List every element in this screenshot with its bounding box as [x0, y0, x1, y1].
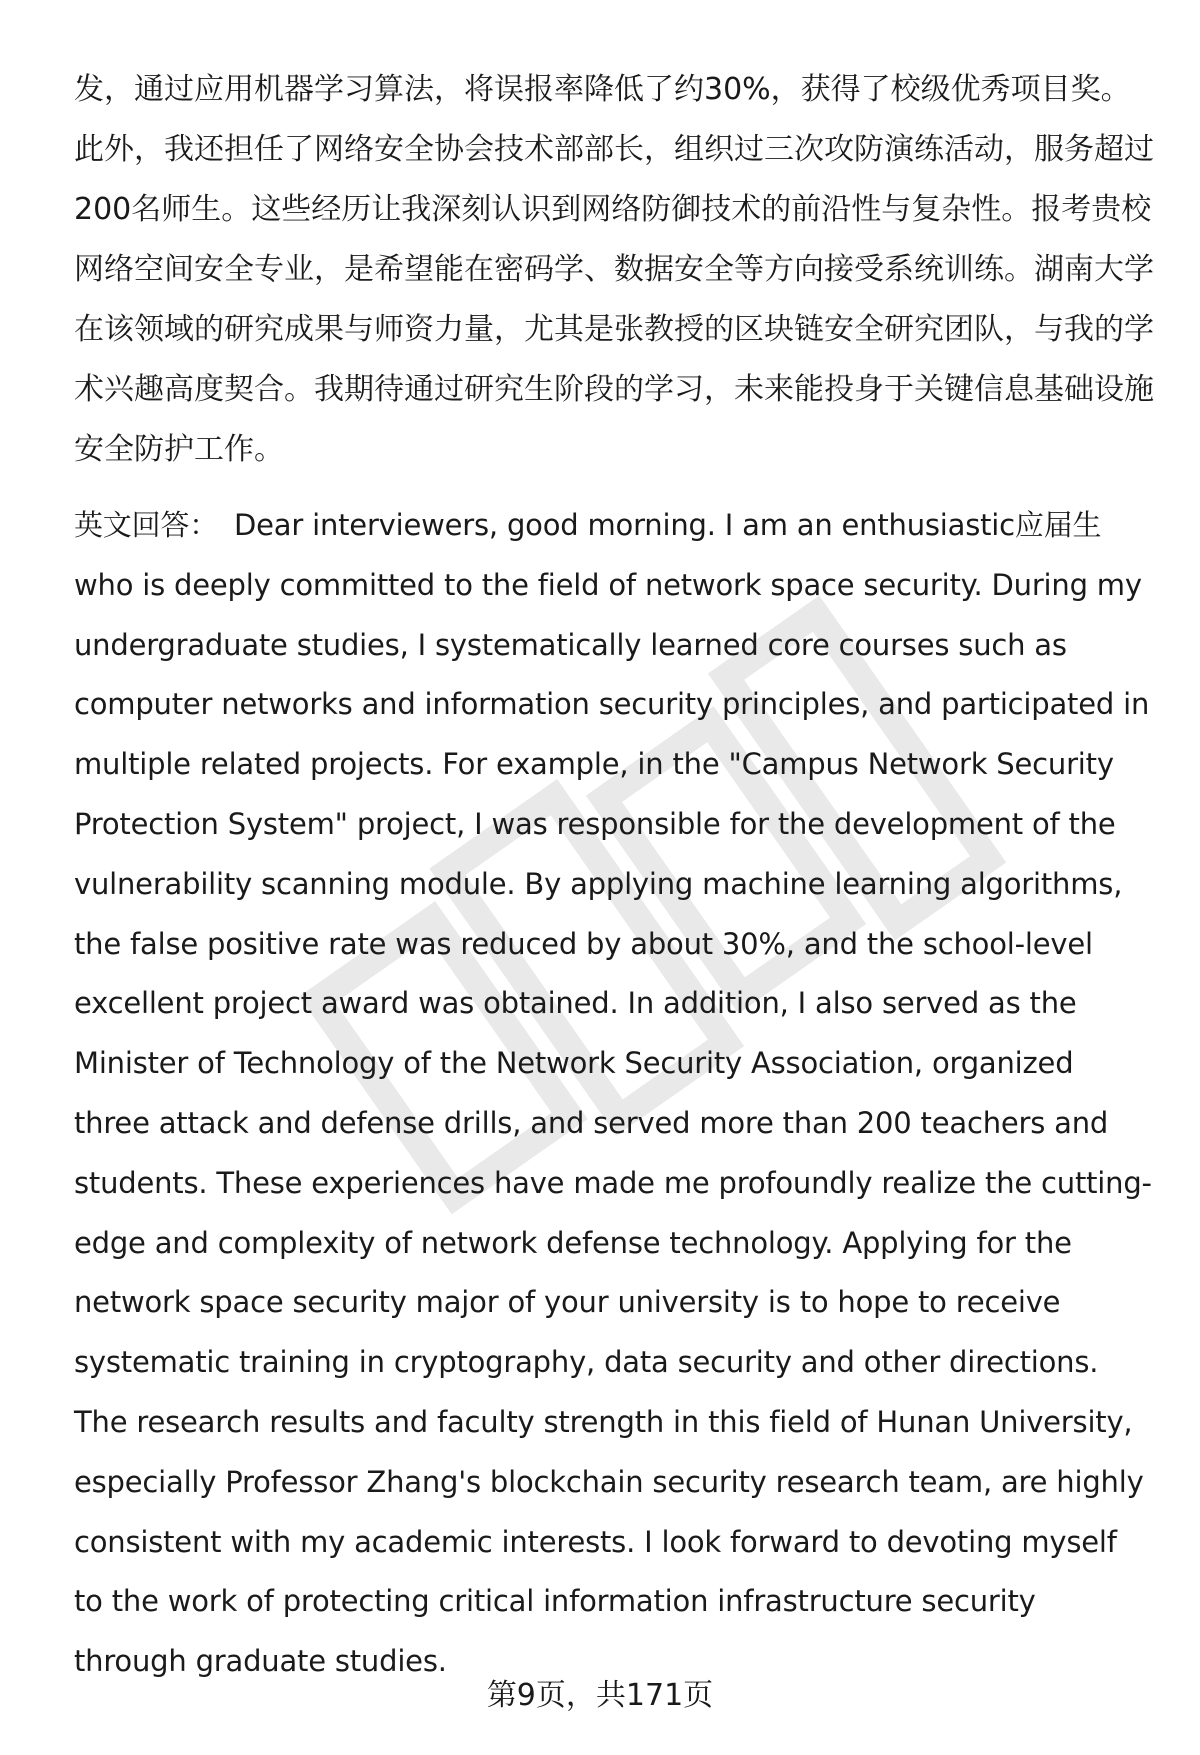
chinese-answer-text: 发，通过应用机器学习算法，将误报率降低了约30%，获得了校级优秀项目奖。此外，我还担任了网络安全协会技术部部长，组织过三次攻防演练活动，服务超过200名师生。这些经历让我深刻认识到网络防御技术的前沿性与复杂性。报考贵校网络空间安全专业，是希望能在密码学、数据安全等方向接受系统训练。湖南大学在该领域的研究成果与师资力量，尤其是张教授的区块链安全研究团队，与我的学术兴趣高度契合。我期待通过研究生阶段的学习，未来能投身于关键信息基础设施安全防护工作。: [74, 72, 1154, 467]
english-answer-text: Dear interviewers, good morning. I am an enthusiastic应届生 who is deeply committed to the field of network space security. During my undergraduate studies, I systematically learned core courses such as computer networks and information security principles, and participated in multiple related projects. For example, in the "Campus Network Security Protection System" project, I was responsible for the development of the vulnerability scanning module. By applying machine learning algorithms, the false positive rate was reduced by about 30%, and the school-level excellent project award was obtained. In addition, I also served as the Minister of Technology of the Network Security Association, organized three attack and defense drills, and served more than 200 teachers and students. These experiences have made me profoundly realize the cutting-edge and complexity of network defense technology. Applying for the network space security major of your university is to hope to receive systematic training in cryptography, data security and other directions. The research results and faculty strength in this field of Hunan University, especially Professor Zhang's blockchain security research team, are highly consistent with my academic interests. I look forward to devoting myself to the work of protecting critical information infrastructure security through graduate studies.: [74, 508, 1152, 1679]
page-number: 第9页，共171页: [486, 1678, 714, 1713]
english-answer: [74, 496, 1154, 1692]
english-answer-label: 英文回答：: [74, 508, 219, 542]
